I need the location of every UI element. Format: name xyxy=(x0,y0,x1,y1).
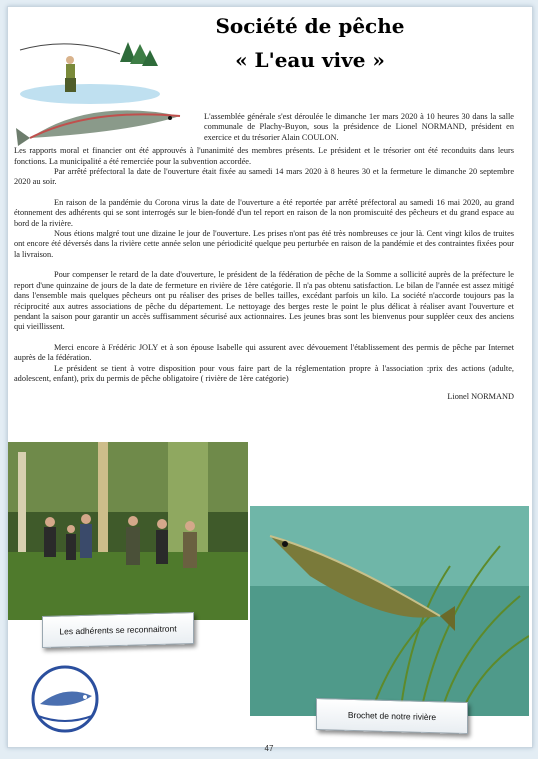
article-paragraph: Les rapports moral et financier ont été approuvés à l'unanimité des membres présents. Le président et le trésorier ont été reconduits dans leurs fonctions. La municipalité a été remerciée pour la subvention accordée. xyxy=(14,146,514,166)
page-subtitle: « L'eau vive » xyxy=(235,48,385,72)
members-photo xyxy=(8,442,248,620)
page-title: Société de pêche xyxy=(215,14,405,38)
article-paragraph: Pour compenser le retard de la date d'ouverture, le président de la fédération de pêche de la Somme a sollicité auprès de la préfecture le report d'une quinzaine de jours de la date de fermeture en rivière de 1ère catégorie. Il n'a pas obtenu satisfaction. Le bilan de l'année est assez mitigé dans l'ensemble mais quelques pêcheurs ont pu réaliser des prises de belles tailles, excédant parfois un kilo. La société n'accorde toujours pas la réciprocité aux autres associations de pêche du département. Le nettoyage des berges reste le point le plus délicat à réaliser avant l'ouverture et pendant la saison pour garantir un accès suffisamment sécurisé aux actionnaires. Les jeunes bras sont les bienvenus pour suppléer ceux des anciens qui vieillissent. xyxy=(14,270,514,332)
article-paragraph: En raison de la pandémie du Corona virus la date de l'ouverture a été reportée par arrêté préfectoral au samedi 16 mai 2020, au grand étonnement des adhérents qui se sont interrogés sur le bien-fondé d'un tel report en raison de la non promiscuité des pêcheurs et du grand espace au bord de la rivière. xyxy=(14,197,514,228)
article-paragraph: Le président se tient à votre disposition pour vous faire part de la réglementation propre à l'association :prix des actions (adulte, adolescent, enfant), prix du permis de pêche obligatoire ( rivière de 1ère catégorie) xyxy=(14,363,514,383)
article-body xyxy=(14,112,514,403)
article-paragraph: L'assemblée générale s'est déroulée le dimanche 1er mars 2020 à 10 heures 30 dans la salle communale de Plachy-Buyon, sous la présidence de Lionel NORMAND, président en exercice et du trésorier Alain COULON. xyxy=(204,112,514,142)
pike-caption: Brochet de notre rivière xyxy=(316,698,468,734)
club-logo xyxy=(30,664,100,734)
pike-photo xyxy=(250,506,529,716)
article-paragraph: Nous étions malgré tout une dizaine le jour de l'ouverture. Les prises n'ont pas été très nombreuses ce jour là. Cent vingt kilos de truites ont encore été déversés dans la rivière cette année selon une périodicité quelque peu perturbée en raison de la pandémie et des contraintes fixées pour la livraison. xyxy=(14,229,514,259)
article-paragraph: Merci encore à Frédéric JOLY et à son épouse Isabelle qui assurent avec dévouement l'établissement des permis de pêche par Internet auprès de la fédération. xyxy=(14,342,514,363)
article-paragraph: Par arrêté préfectoral la date de l'ouverture était fixée au samedi 14 mars 2020 à 8 heures 30 et la fermeture le dimanche 20 septembre 2020 au soir. xyxy=(14,167,514,187)
signature: Lionel NORMAND xyxy=(447,392,514,402)
page-number: 47 xyxy=(264,744,274,753)
members-caption: Les adhérents se reconnaitront xyxy=(42,612,194,648)
